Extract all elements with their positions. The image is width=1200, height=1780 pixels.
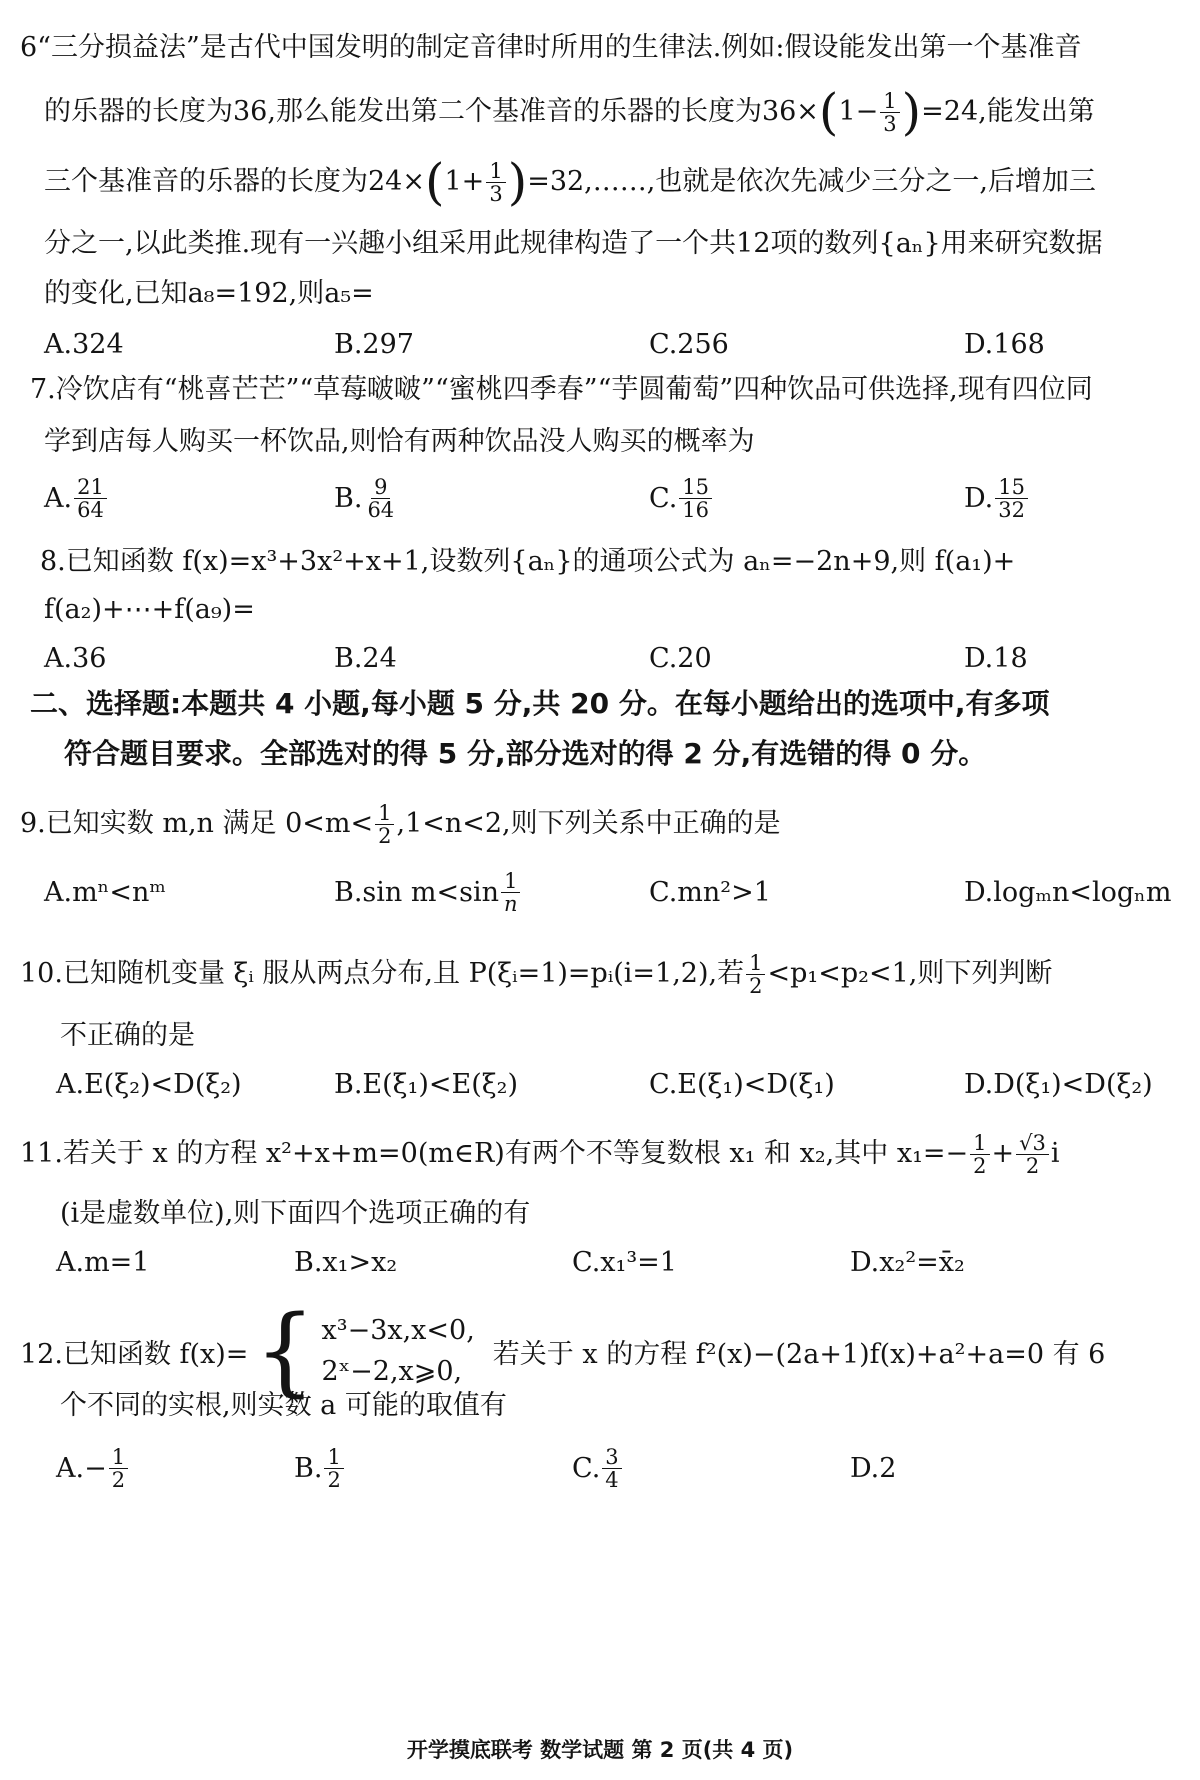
left-brace: { [254,1295,316,1407]
fraction-denominator: 3 [489,181,503,206]
fraction [486,160,505,205]
q8-option-a[interactable]: A.36 [44,642,107,674]
q7-line-1: 7.冷饮店有“桃喜芒芒”“草莓啵啵”“蜜桃四季春”“芋圆葡萄”四种饮品可供选择,现有四位同 [30,374,1093,405]
q9-option-a[interactable]: A.mⁿ<nᵐ [44,876,166,908]
q7-option-a[interactable] [44,470,109,526]
fraction-denominator: 4 [605,1467,619,1492]
q11-option-c[interactable]: C.x₁³=1 [572,1246,677,1278]
fraction-numerator: 1 [746,952,765,975]
q11-text: 11.若关于 x 的方程 x²+x+m=0(m∈R)有两个不等复数根 x₁ 和 x₂,其中 x₁=− [20,1138,969,1169]
q6-line-4: 分之一,以此类推.现有一兴趣小组采用此规律构造了一个共12项的数列{aₙ}用来研究数据 [44,228,1103,259]
q12-option-b[interactable] [294,1440,346,1496]
fraction-numerator: 15 [995,476,1028,499]
fraction-denominator: 2 [973,1153,987,1178]
piecewise-cases [322,1315,475,1387]
plus-sign: + [991,1138,1015,1169]
imaginary-unit: i [1050,1138,1060,1169]
q8-line-2: f(a₂)+⋯+f(a₉)= [44,594,255,625]
q12-line-2: 个不同的实根,则实数 a 可能的取值有 [60,1390,507,1421]
q9-option-b[interactable] [334,864,523,920]
q12-lead: 12.已知函数 f(x)= [20,1338,249,1370]
fraction-denominator: 64 [367,497,395,522]
q11-option-b[interactable]: B.x₁>x₂ [294,1246,398,1278]
fraction-denominator: 2 [749,973,763,998]
q11-option-a[interactable]: A.m=1 [56,1246,150,1278]
q10-text: 10.已知随机变量 ξᵢ 服从两点分布,且 P(ξᵢ=1)=pᵢ(i=1,2),若 [20,958,745,989]
q7-options [44,470,1164,526]
q6-line-2 [44,82,1164,142]
q8-option-d[interactable]: D.18 [964,642,1028,674]
fraction [880,90,899,135]
right-paren: ) [901,83,922,141]
fraction [746,952,765,997]
q9-text: 9.已知实数 m,n 满足 0<m< [20,808,374,839]
fraction-numerator: 1 [880,90,899,113]
case-1: x³−3x,x<0, [321,1315,475,1346]
fraction-numerator: 1 [109,1446,128,1469]
option-label: C. [572,1452,601,1484]
fraction [364,476,397,521]
section-heading-line-1: 二、选择题:本题共 4 小题,每小题 5 分,共 20 分。在每小题给出的选项中,有多项 [30,687,1050,720]
fraction-numerator: 9 [371,476,390,499]
option-label: B. [334,482,363,514]
section-heading-line-2: 符合题目要求。全部选对的得 5 分,部分选对的得 2 分,有选错的得 0 分。 [64,737,987,770]
fraction-numerator: 1 [486,160,505,183]
q12-tail: 若关于 x 的方程 f²(x)−(2a+1)f(x)+a²+a=0 有 6 [492,1338,1106,1370]
fraction [109,1446,128,1491]
q8-options [44,630,1164,686]
q8-option-b[interactable]: B.24 [334,642,397,674]
q12-options [56,1440,1164,1496]
left-paren: ( [424,153,445,211]
option-label: C. [649,482,678,514]
fraction-numerator: 1 [970,1132,989,1155]
q10-option-a[interactable]: A.E(ξ₂)<D(ξ₂) [56,1068,242,1100]
q10-option-d[interactable]: D.D(ξ₁)<D(ξ₂) [964,1068,1153,1100]
q6-line-3-expr: 1+ [444,166,485,197]
fraction-denominator: 32 [998,497,1026,522]
q6-line-1: 6“三分损益法”是古代中国发明的制定音律时所用的生律法.例如:假设能发出第一个基准音 [20,32,1082,63]
q10-line-2: 不正确的是 [60,1020,195,1051]
fraction-denominator: 2 [111,1467,126,1492]
q6-option-d[interactable]: D.168 [964,328,1045,360]
q6-line-3-text: 三个基准音的乐器的长度为24× [44,166,425,197]
q6-line-2-tail: =24,能发出第 [921,96,1095,127]
fraction-denominator: 64 [77,497,104,522]
q7-option-d[interactable] [964,470,1030,526]
option-label: B. [294,1452,323,1484]
fraction-denominator: 2 [327,1467,341,1492]
q10-line-1 [20,946,1164,1002]
q11-options [56,1234,1164,1290]
q6-line-2-text: 的乐器的长度为36,那么能发出第二个基准音的乐器的长度为36× [44,96,819,127]
case-2: 2ˣ−2,x⩾0, [321,1356,463,1387]
fraction [324,1446,343,1491]
fraction-denominator: 3 [883,111,897,136]
q10-option-c[interactable]: C.E(ξ₁)<D(ξ₁) [649,1068,835,1100]
right-paren: ) [507,153,528,211]
fraction [602,1446,621,1491]
fraction [74,476,107,521]
option-label: D. [964,482,994,514]
q11-option-d[interactable]: D.x₂²=x̄₂ [850,1246,965,1278]
q11-line-2: (i是虚数单位),则下面四个选项正确的有 [60,1198,531,1229]
q7-option-c[interactable] [649,470,714,526]
option-label: A.− [56,1452,107,1484]
fraction [995,476,1028,521]
q11-line-1 [20,1126,1164,1182]
q6-options [44,316,1164,372]
q12-option-c[interactable] [572,1440,624,1496]
fraction-denominator: 2 [1025,1153,1040,1178]
q6-line-3 [44,152,1164,212]
q7-line-2: 学到店每人购买一杯饮品,则恰有两种饮品没人购买的概率为 [44,426,755,457]
q9-option-d[interactable]: D.logₘn<logₙm [964,876,1172,908]
fraction-numerator: 1 [324,1446,343,1469]
q6-option-b[interactable]: B.297 [334,328,414,360]
fraction-denominator: 16 [682,497,710,522]
fraction-numerator: 1 [375,802,394,825]
q8-line-1: 8.已知函数 f(x)=x³+3x²+x+1,设数列{aₙ}的通项公式为 aₙ=−2n+9,则 f(a₁)+ [40,546,1016,577]
page-footer: 开学摸底联考 数学试题 第 2 页(共 4 页) [406,1738,794,1762]
q6-option-c[interactable]: C.256 [649,328,729,360]
fraction-numerator: 15 [679,476,712,499]
fraction [679,476,712,521]
q10-options [56,1056,1164,1112]
option-text: B.sin m<sin [334,876,499,908]
q7-option-b[interactable] [334,470,399,526]
fraction-numerator: 1 [501,870,520,893]
fraction [970,1132,989,1177]
q8-option-c[interactable]: C.20 [649,642,712,674]
fraction-numerator: 3 [602,1446,621,1469]
left-paren: ( [818,83,839,141]
q9-option-c[interactable]: C.mn²>1 [649,876,771,908]
fraction-denominator: 2 [378,823,392,848]
q6-line-3-tail: =32,……,也就是依次先减少三分之一,后增加三 [527,166,1096,197]
q10-option-b[interactable]: B.E(ξ₁)<E(ξ₂) [334,1068,518,1100]
q12-option-a[interactable] [56,1440,130,1496]
fraction-numerator: √3 [1016,1132,1049,1155]
fraction [1016,1132,1049,1177]
option-label: A. [44,482,73,514]
fraction [375,802,394,847]
q9-line-1 [20,796,1164,852]
q12-option-d[interactable]: D.2 [850,1452,897,1484]
q9-text-tail: ,1<n<2,则下列关系中正确的是 [396,808,781,839]
q6-line-2-expr: 1− [838,96,879,127]
q6-option-a[interactable]: A.324 [44,328,124,360]
q6-line-5: 的变化,已知a₈=192,则a₅= [44,278,374,309]
fraction-numerator: 21 [74,476,107,499]
fraction-denominator: n [504,891,518,916]
fraction [501,870,521,915]
q10-text-tail: <p₁<p₂<1,则下列判断 [767,958,1053,989]
q9-options [44,864,1172,920]
